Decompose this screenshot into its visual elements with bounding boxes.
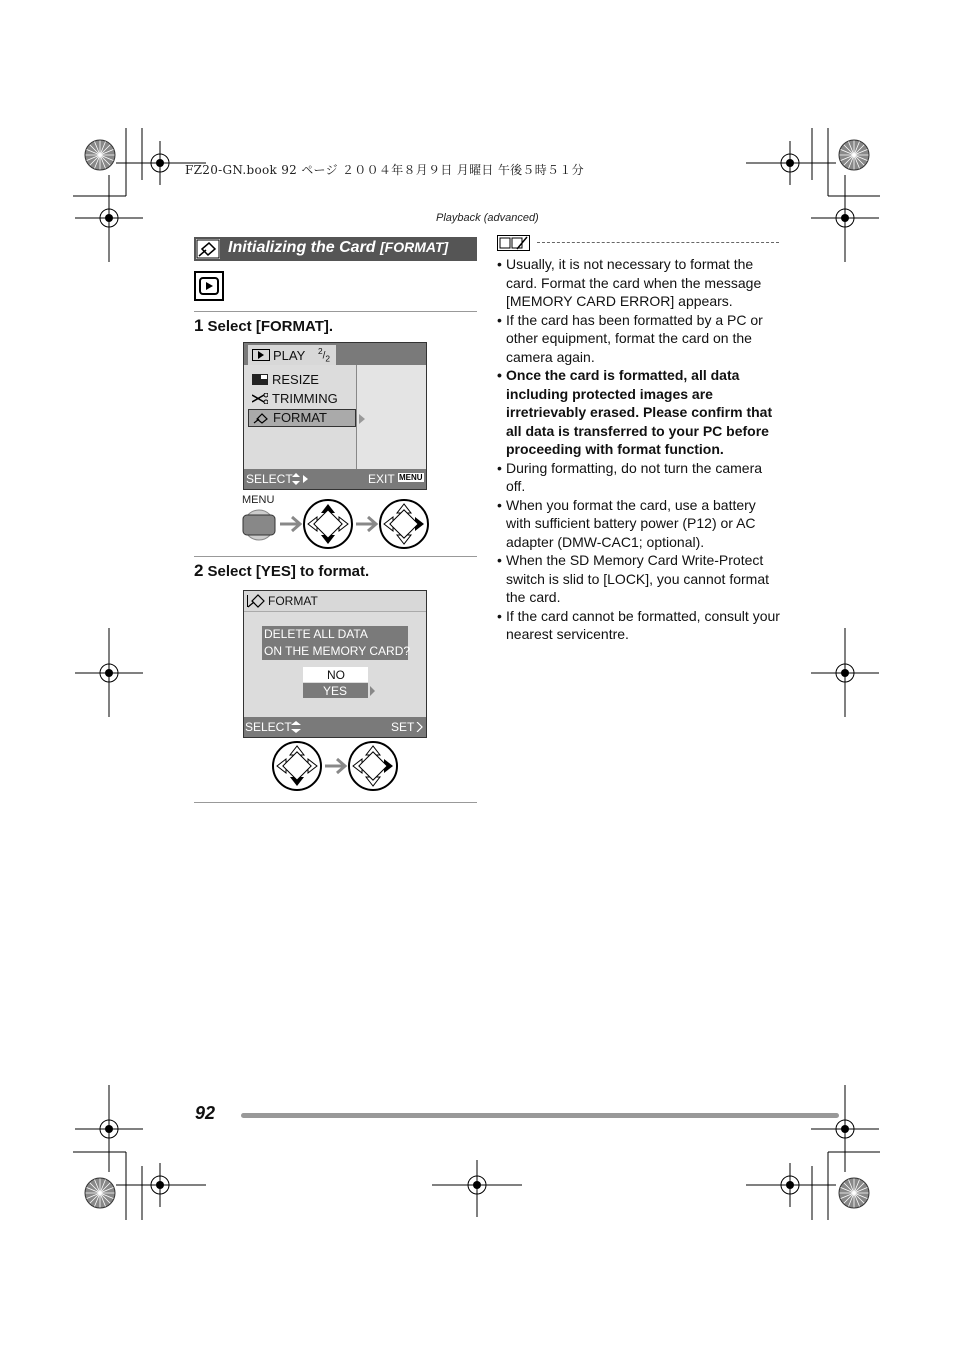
menu-item-label: RESIZE: [272, 372, 319, 387]
menu-badge: MENU: [399, 473, 423, 482]
step-1-label: Select [FORMAT].: [207, 318, 334, 335]
divider: [194, 802, 477, 803]
notes-list: [497, 255, 782, 644]
footer-select-label: SELECT: [245, 720, 292, 734]
dashed-rule: [537, 242, 779, 243]
memo-icon: [497, 235, 531, 251]
step-1: [194, 316, 333, 336]
button-sequence-2: [270, 740, 400, 792]
step-1-number: 1: [194, 316, 204, 335]
play-icon: [252, 349, 270, 361]
lcd-screen-play-menu: [243, 342, 427, 490]
page-indicator-current: 2: [318, 346, 323, 356]
question-line-1: DELETE ALL DATA: [264, 627, 368, 641]
lcd-footer-bar: [244, 717, 426, 737]
menu-item-resize[interactable]: [248, 371, 356, 389]
menu-item-label: TRIMMING: [272, 391, 338, 406]
section-title: [228, 239, 448, 257]
note-item: • If the card has been formatted by a PC or other equipment, format the card on the camera again.: [497, 311, 782, 367]
menu-item-trimming[interactable]: [248, 390, 356, 408]
menu-button-caption: MENU: [242, 494, 275, 506]
page-indicator-total: 2: [325, 353, 331, 364]
play-label: PLAY: [273, 348, 306, 363]
format-icon: [196, 239, 220, 259]
menu-item-label: FORMAT: [273, 410, 327, 425]
note-item: • When the SD Memory Card Write-Protect switch is slid to [LOCK], you cannot format the card.: [497, 551, 782, 607]
arrow-right-icon: [325, 759, 345, 773]
divider: [194, 311, 477, 312]
menu-item-format[interactable]: [248, 409, 356, 427]
step-2-number: 2: [194, 561, 204, 580]
note-item: • Usually, it is not necessary to format the card. Format the card when the message [MEMORY CARD ERROR] appears.: [497, 255, 782, 311]
step-2: [194, 561, 369, 581]
play-tab: [248, 345, 336, 365]
divider: [194, 556, 477, 557]
section-title-sub: [FORMAT]: [380, 239, 449, 255]
note-item: • When you format the card, use a battery with sufficient battery power (P12) or AC adapter (DMW-CAC1; optional).: [497, 496, 782, 552]
lcd-header: [244, 591, 426, 612]
dpad-press-down[interactable]: [273, 742, 321, 790]
right-chevron-icon: [416, 722, 423, 732]
lcd-footer-bar: [244, 469, 426, 489]
option-no[interactable]: [303, 667, 368, 682]
note-item: • If the card cannot be formatted, consult your nearest servicentre.: [497, 607, 782, 644]
right-arrow-icon: [358, 414, 366, 424]
confirm-question-box: [262, 626, 411, 660]
footer-exit-label: EXIT: [368, 472, 395, 486]
arrow-right-icon: [280, 517, 300, 531]
resize-icon: [252, 374, 268, 385]
note-item: • During formatting, do not turn the camera off.: [497, 459, 782, 496]
page-footer-bar: [241, 1113, 839, 1118]
footer-select-label: SELECT: [246, 472, 293, 486]
up-down-right-icon: [292, 473, 310, 485]
question-line-2: ON THE MEMORY CARD?: [264, 644, 411, 658]
running-head: Playback (advanced): [436, 212, 539, 224]
lcd-side-panel: [357, 365, 426, 469]
up-down-icon: [291, 721, 301, 733]
right-arrow-icon: [369, 686, 376, 696]
notes-header: [497, 235, 782, 251]
menu-button[interactable]: [243, 510, 275, 540]
format-header-label: FORMAT: [268, 594, 318, 608]
dpad-press-right[interactable]: [380, 500, 428, 548]
footer-set-label: SET: [391, 720, 415, 734]
option-yes-label: YES: [323, 684, 348, 698]
dpad-press-down[interactable]: [304, 500, 352, 548]
page-number: 92: [195, 1103, 216, 1123]
dpad-press-right[interactable]: [349, 742, 397, 790]
option-no-label: NO: [327, 668, 345, 682]
playback-mode-icon: [194, 271, 224, 301]
format-icon: [247, 594, 267, 608]
note-item: • Once the card is formatted, all data including protected images are irretrievably erased. Please confirm that all data is transferred to your PC before proceeding with format function.: [497, 366, 782, 459]
page-indicator: $^2/_2$: [318, 346, 331, 364]
arrow-right-icon: [356, 517, 376, 531]
lcd-screen-format-confirm: [243, 590, 427, 738]
print-header: FZ20-GN.book 92 ページ ２００４年８月９日 月曜日 午後５時５１分: [185, 163, 584, 177]
option-yes[interactable]: [303, 683, 368, 698]
section-title-main: Initializing the Card: [228, 239, 376, 256]
format-icon: [253, 413, 269, 424]
button-sequence-1: [240, 498, 430, 550]
section-title-bar: [194, 237, 477, 261]
scissors-icon: [252, 393, 268, 404]
step-2-label: Select [YES] to format.: [207, 563, 370, 580]
